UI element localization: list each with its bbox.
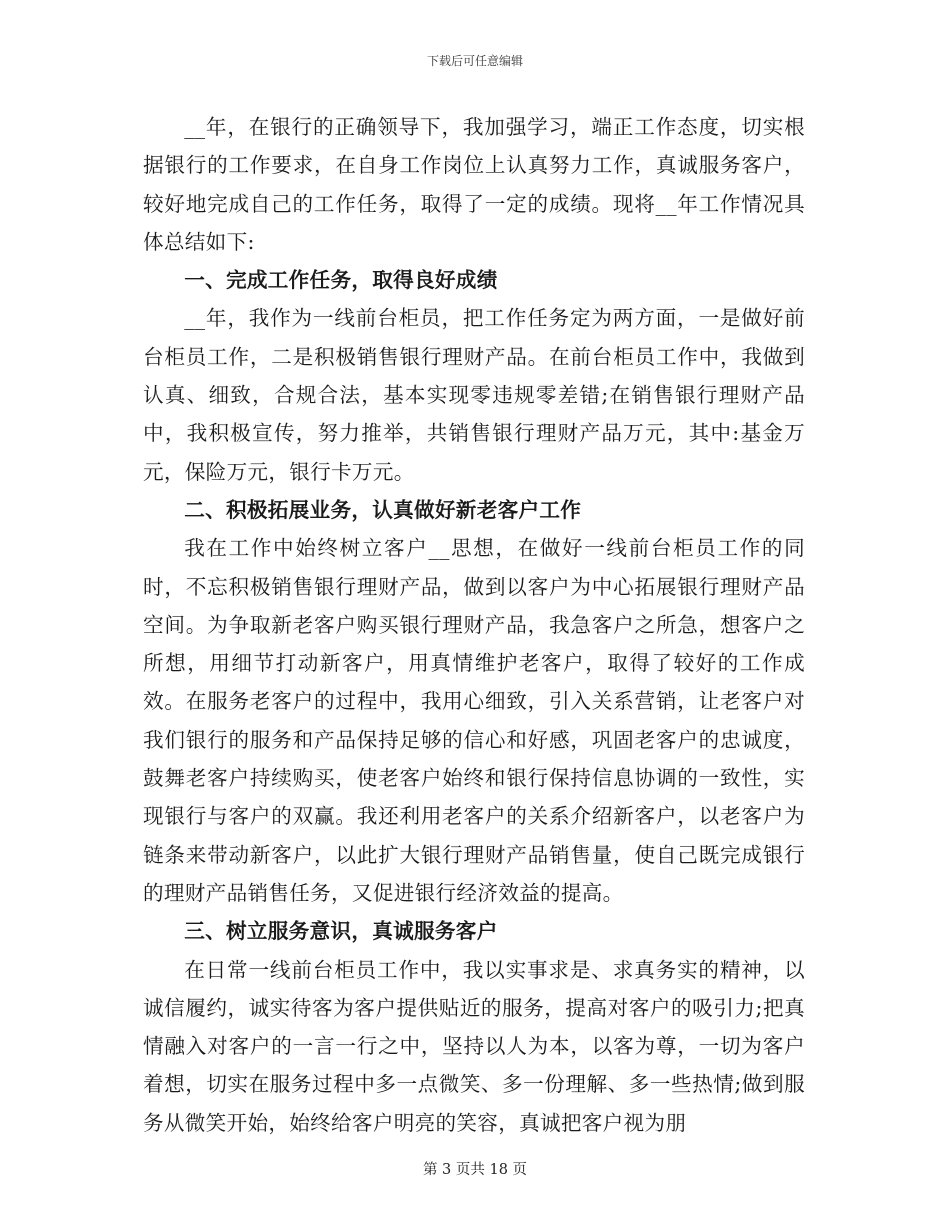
section-heading-1: 一、完成工作任务，取得良好成绩 <box>184 268 498 293</box>
section-2-paragraph: 我在工作中始终树立客户__思想，在做好一线前台柜员工作的同时，不忘积极销售银行理财产品，做到以客户为中心拓展银行理财产品空间。为争取新老客户购买银行理财产品，我急客户之所急，想客户之所想，用细节打动新客户，用真情维护老客户，取得了较好的工作成效。在服务老客户的过程中，我用心细致，引入关系营销，让老客户对我们银行的服务和产品保持足够的信心和好感，巩固老客户的忠诚度，鼓舞老客户持续购买，使老客户始终和银行保持信息协调的一致性，实现银行与客户的双赢。我还利用老客户的关系介绍新客户，以老客户为链条来带动新客户，以此扩大银行理财产品销售量，使自己既完成银行的理财产品销售任务，又促进银行经济效益的提高。 <box>143 536 805 905</box>
section-3-paragraph: 在日常一线前台柜员工作中，我以实事求是、求真务实的精神，以诚信履约，诚实待客为客户提供贴近的服务，提高对客户的吸引力;把真情融入对客户的一言一行之中，坚持以人为本，以客为尊，一切为客户着想，切实在服务过程中多一点微笑、多一份理解、多一些热情;做到服务从微笑开始，始终给客户明亮的笑容，真诚把客户视为朋 <box>143 957 805 1135</box>
section-heading-3: 三、树立服务意识，真诚服务客户 <box>184 919 498 944</box>
page-header: 下载后可任意编辑 <box>426 54 523 68</box>
section-heading-2: 二、积极拓展业务，认真做好新老客户工作 <box>184 497 582 522</box>
document-body <box>143 108 805 1142</box>
intro-paragraph: __年，在银行的正确领导下，我加强学习，端正工作态度，切实根据银行的工作要求，在自身工作岗位上认真努力工作，真诚服务客户，较好地完成自己的工作任务，取得了一定的成绩。现将__年工作情况具体总结如下: <box>143 115 805 254</box>
section-1-paragraph: __年，我作为一线前台柜员，把工作任务定为两方面，一是做好前台柜员工作，二是积极销售银行理财产品。在前台柜员工作中，我做到认真、细致，合规合法，基本实现零违规零差错;在销售银行理财产品中，我积极宣传，努力推举，共销售银行理财产品万元，其中:基金万元，保险万元，银行卡万元。 <box>143 306 805 484</box>
page-number: 第 3 页共 18 页 <box>422 1162 528 1178</box>
